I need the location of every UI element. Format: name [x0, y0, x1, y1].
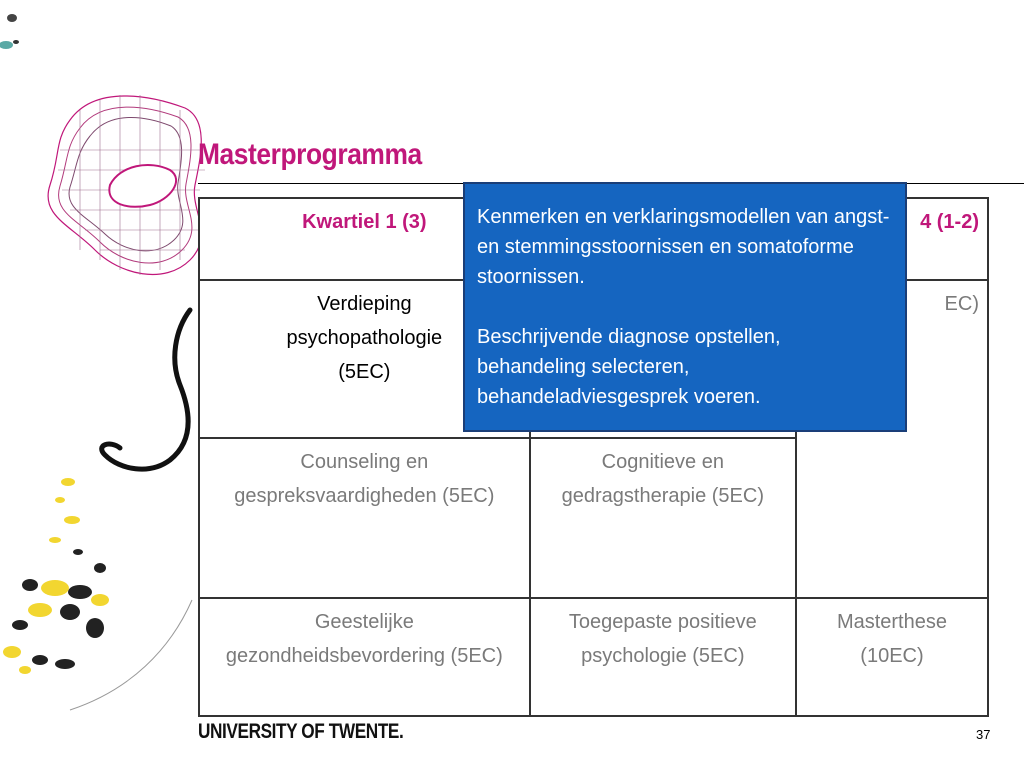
university-logo: UNIVERSITY OF TWENTE.	[198, 720, 404, 743]
course-cell: Cognitieve en gedragstherapie (5EC)	[530, 438, 796, 598]
popup-paragraph-skills: Beschrijvende diagnose opstellen, behandeling selecteren, behandeladviesgesprek voeren.	[477, 326, 781, 408]
table-row	[199, 598, 988, 716]
course-cell: Verdieping psychopathologie (5EC)	[199, 280, 530, 438]
course-cell: Geestelijke gezondheidsbevordering (5EC)	[199, 598, 530, 716]
header-quarter-1: Kwartiel 1 (3)	[199, 198, 530, 280]
course-description-popup	[463, 182, 907, 432]
popup-paragraph-topics: Kenmerken en verklaringsmodellen van angst- en stemmingsstoornissen en somatoforme stoornissen.	[477, 206, 890, 288]
header-quarter-4: 4 (1-2)	[796, 198, 988, 280]
course-cell: Counseling en gespreksvaardigheden (5EC)	[199, 438, 530, 598]
page-number: 37	[976, 727, 991, 742]
course-cell: Masterthese (10EC)	[796, 598, 988, 716]
course-cell: Toegepaste positieve psychologie (5EC)	[530, 598, 796, 716]
splatter-graphic	[3, 478, 109, 674]
course-cell: EC)	[796, 280, 988, 598]
top-left-blobs	[0, 14, 19, 49]
mesh-sculpture-graphic	[48, 95, 205, 275]
slide-title: Masterprogramma	[198, 138, 422, 171]
swoosh-line-graphic	[102, 310, 190, 469]
